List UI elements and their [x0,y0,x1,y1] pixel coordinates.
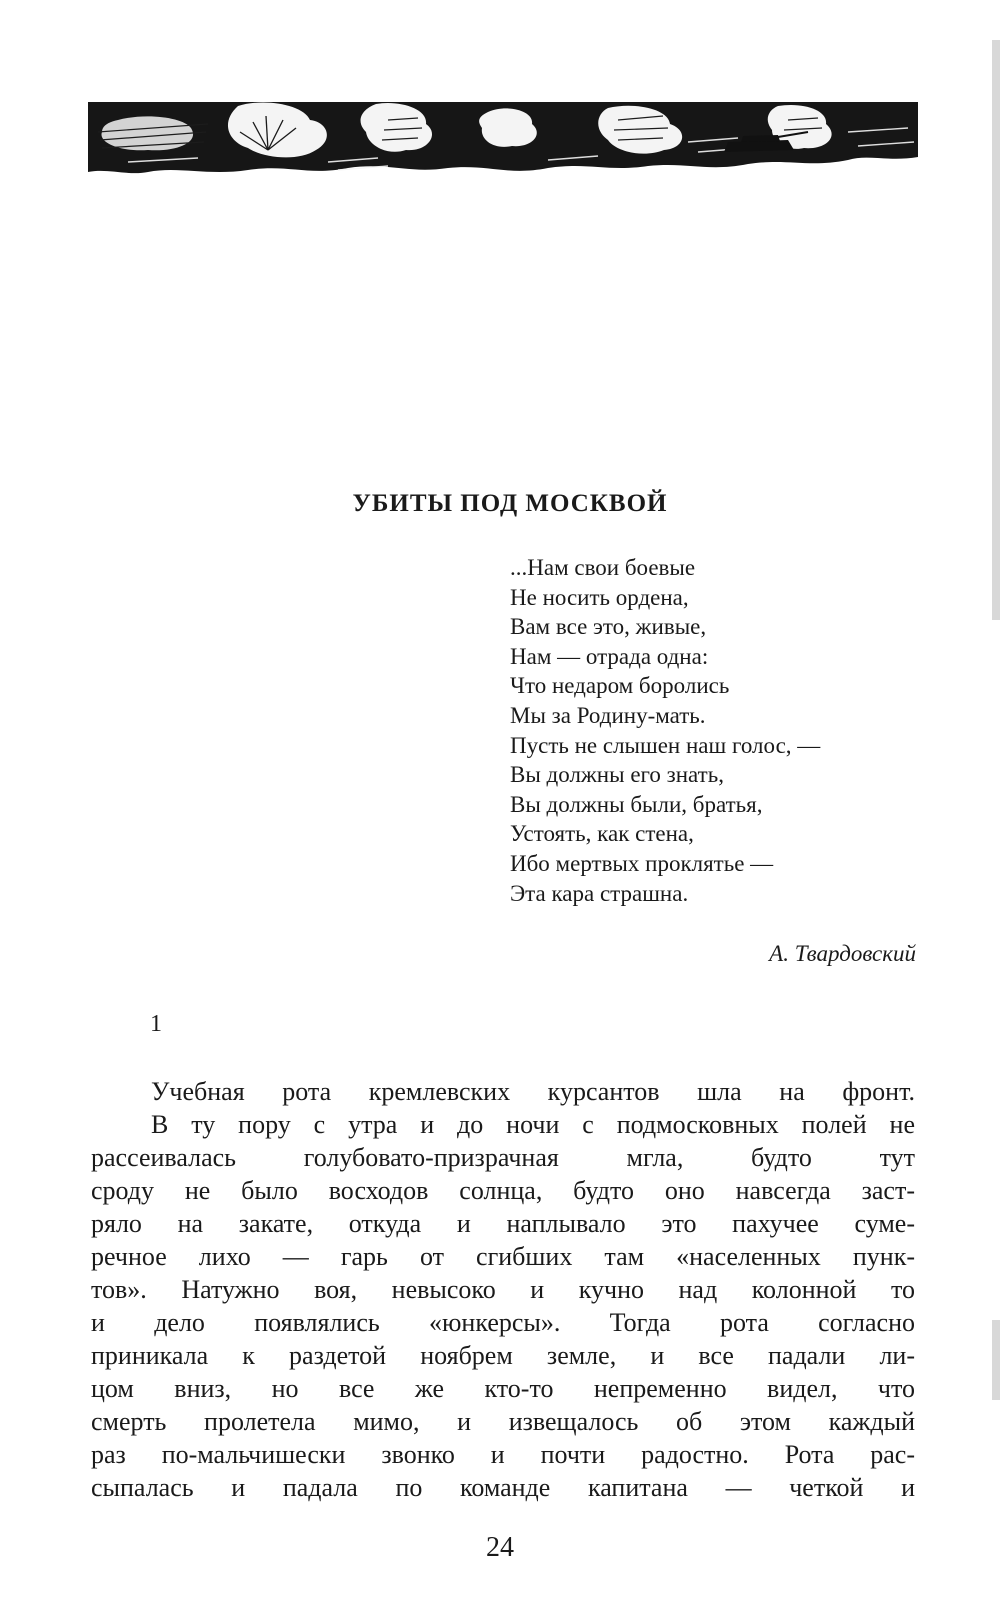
body-line: раз по-мальчишески звонко и почти радостно. Рота рас- [91,1440,915,1469]
body-line: тов». Натужно воя, невысоко и кучно над колонной то [91,1275,915,1304]
epigraph-poem [510,553,820,908]
epigraph-line: Не носить ордена, [510,584,689,610]
epigraph-line: Эта кара страшна. [510,880,689,906]
war-landscape-icon [88,102,918,180]
body-line: смерть пролетела мимо, и извещалось об этом каждый [91,1407,915,1436]
body-line: Учебная рота кремлевских курсантов шла на фронт. [151,1077,915,1106]
epigraph-line: ...Нам свои боевые [510,555,696,580]
epigraph-line: Мы за Родину-мать. [510,702,706,728]
epigraph-line: Вы должны его знать, [510,762,724,788]
epigraph-line: Вы должны были, братья, [510,791,763,817]
epigraph-line: Нам — отрада одна: [510,643,709,669]
body-line: речное лихо — гарь от сгибших там «населенных пунк- [91,1242,915,1271]
epigraph-line: Устоять, как стена, [510,821,694,847]
scan-edge-shadow [992,1320,1000,1400]
body-line: сроду не было восходов солнца, будто оно навсегда заст- [91,1176,915,1205]
chapter-number: 1 [150,1011,162,1037]
body-line: и дело появлялись «юнкерсы». Тогда рота согласно [91,1308,915,1337]
chapter-title: УБИТЫ ПОД МОСКВОЙ [352,490,668,517]
body-paragraphs [91,1075,915,1504]
epigraph-line: Вам все это, живые, [510,614,707,640]
body-line: сыпалась и падала по команде капитана — четкой и [91,1473,915,1502]
body-line: цом вниз, но все же кто-то непременно видел, что [91,1374,915,1403]
epigraph-line: Пусть не слышен наш голос, — [510,732,821,758]
body-line: рассеивалась голубовато-призрачная мгла, будто тут [91,1143,915,1172]
body-line: приникала к раздетой ноябрем земле, и все падали ли- [91,1341,915,1370]
page-number: 24 [486,1532,514,1563]
body-line: ряло на закате, откуда и наплывало это пахучее суме- [91,1209,915,1238]
body-line: В ту пору с утра и до ночи с подмосковных полей не [151,1110,915,1139]
epigraph-author: А. Твардовский [769,941,916,966]
epigraph-line: Что недаром боролись [510,673,730,699]
header-illustration [88,102,918,180]
scan-edge-shadow [992,40,1000,620]
epigraph-line: Ибо мертвых проклятье — [510,850,774,876]
